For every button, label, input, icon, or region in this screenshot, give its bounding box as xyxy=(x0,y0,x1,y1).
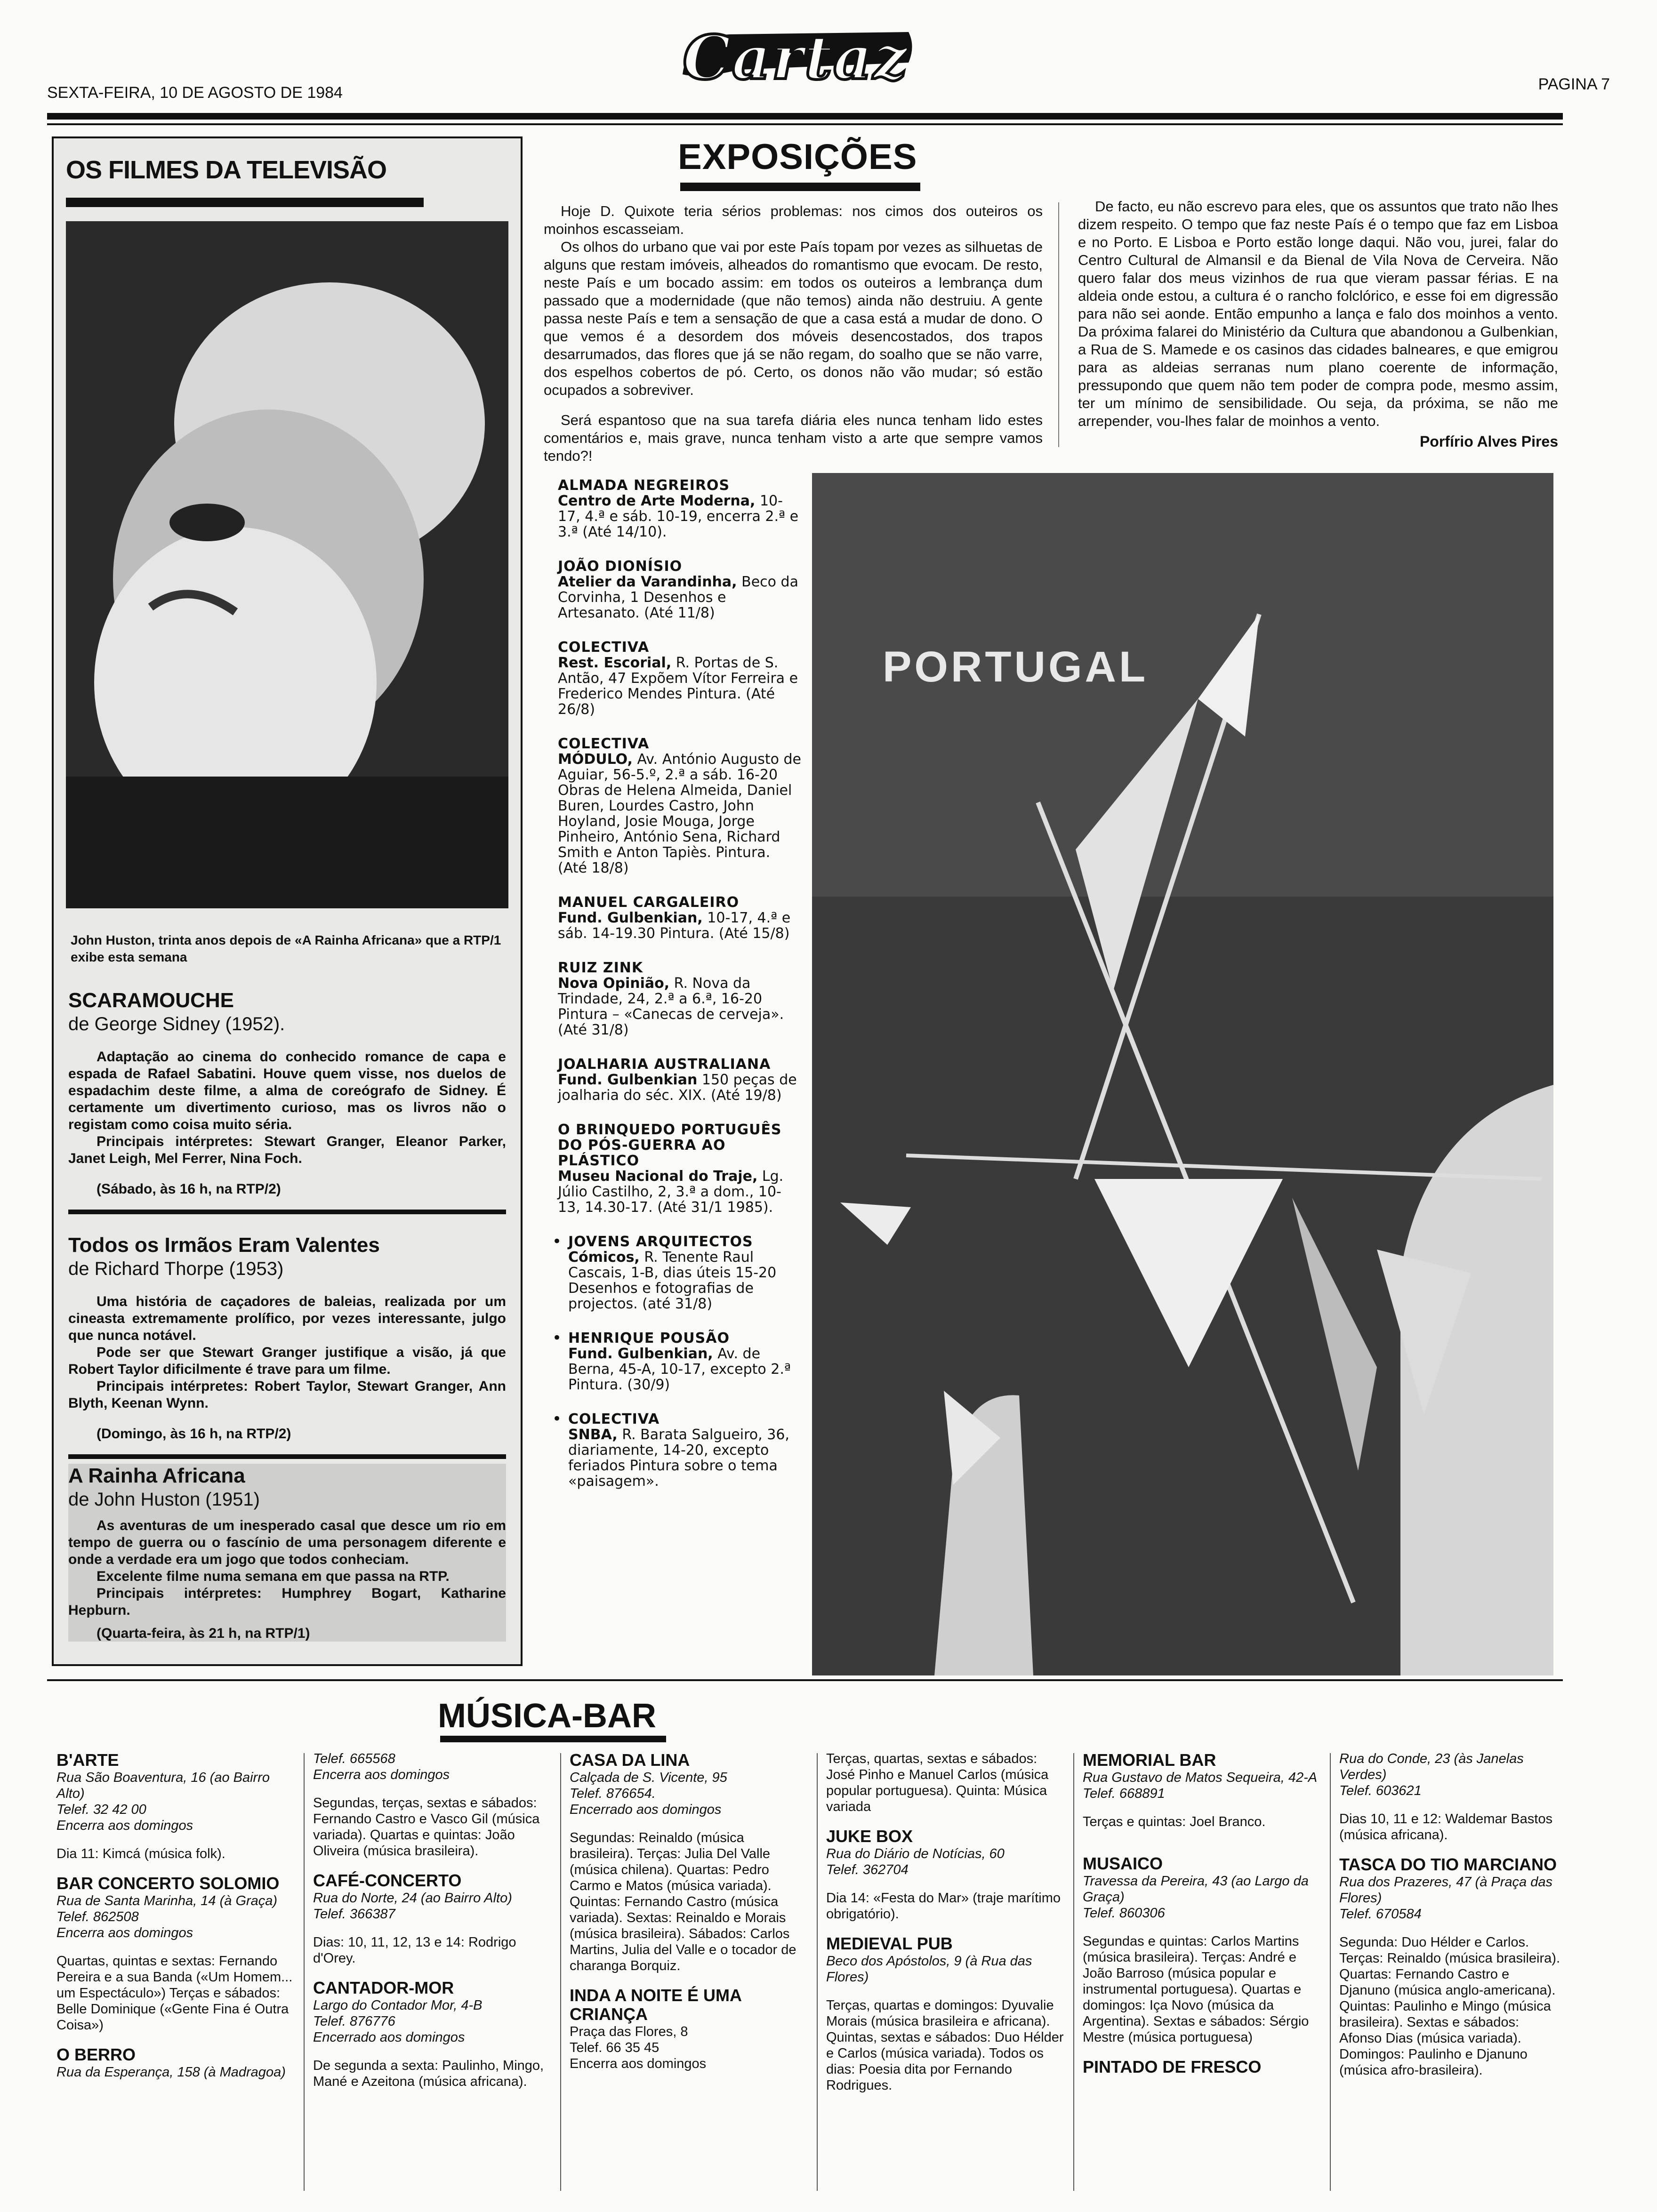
listing-artist: ALMADA NEGREIROS xyxy=(558,477,730,494)
listing-item xyxy=(558,736,803,876)
film-todos-os-irmaos xyxy=(68,1233,506,1459)
film-paragraph: Pode ser que Stewart Granger justifique a visão, já que Robert Taylor dificilmente é trave para um filme. xyxy=(68,1345,506,1377)
exhibition-listings xyxy=(558,478,803,1508)
listing-item xyxy=(558,895,803,941)
page-number: PAGINA 7 xyxy=(1538,75,1610,93)
venue-program: Terças, quartas e domingos: Dyuvalie Morais (música brasileira e africana). Quintas, sextas e sábados: Duo Hélder e Carlos (música variada). Todos os dias: Poesia dita por Fernando Rodrigues. xyxy=(826,1998,1064,2093)
listing-item xyxy=(558,478,803,540)
photo-caption: John Huston, trinta anos depois de «A Rainha Africana» que a RTP/1 exibe esta semana xyxy=(71,933,501,964)
listing-artist: • HENRIQUE POUSÃO xyxy=(568,1330,730,1346)
film-scaramouche xyxy=(68,988,506,1214)
column-divider xyxy=(817,1753,818,2191)
venue-note: Encerra aos domingos xyxy=(56,1818,193,1833)
listing-details: Av. de Berna, 45-A, 10-17, excepto 2.ª Pintura. (30/9) xyxy=(568,1346,791,1393)
film-paragraph: Principais intérpretes: Stewart Granger, Eleanor Parker, Janet Leigh, Mel Ferrer, Nina Foch. xyxy=(68,1134,506,1166)
venue-name: MEMORIAL BAR xyxy=(1083,1750,1216,1770)
venue-name: CANTADOR-MOR xyxy=(313,1978,454,1997)
musica-bar-column-4 xyxy=(826,1751,1066,2093)
venue-program: Terças e quintas: Joel Branco. xyxy=(1083,1814,1266,1829)
venue-address: Beco dos Apóstolos, 9 (à Rua das Flores) xyxy=(826,1954,1032,1985)
musica-bar-column-2 xyxy=(313,1751,553,2090)
venue-phone: Telef. 66 35 45 xyxy=(570,2040,660,2055)
film-divider xyxy=(68,1454,506,1459)
film-a-rainha-africana xyxy=(68,1464,506,1642)
venue-address: Rua de Santa Marinha, 14 (à Graça) xyxy=(56,1893,278,1908)
expo-section-title: EXPOSIÇÕES xyxy=(678,137,917,177)
listing-venue: Fund. Gulbenkian, xyxy=(568,1346,713,1362)
listing-artist: MANUEL CARGALEIRO xyxy=(558,894,740,911)
film-paragraph: Principais intérpretes: Robert Taylor, Stewart Granger, Ann Blyth, Keenan Wynn. xyxy=(68,1378,506,1411)
film-paragraph: Excelente filme numa semana em que passa na RTP. xyxy=(97,1569,450,1584)
venue-note: Encerra aos domingos xyxy=(570,2056,707,2071)
venue-note: Encerra aos domingos xyxy=(313,1767,450,1782)
venue-name: BAR CONCERTO SOLOMIO xyxy=(56,1874,280,1893)
listing-details: Av. António Augusto de Aguiar, 56-5.º, 2.ª a sáb. 16-20 Obras de Helena Almeida, Daniel Buren, Lourdes Castro, John Hoyland, Josie Mouga, Jorge Pinheiro, António Sena, Richard Smith e Anton Tapiès. Pintura. (Até 18/8) xyxy=(558,751,801,876)
venue-phone: Telef. 603621 xyxy=(1339,1783,1422,1798)
listing-artist: • COLECTIVA xyxy=(568,1411,660,1427)
venue-address: Largo do Contador Mor, 4-B xyxy=(313,1998,483,2013)
tv-title-underline xyxy=(66,198,424,207)
venue-name: INDA A NOITE É UMA CRIANÇA xyxy=(570,1986,741,2024)
venue-note: Encerrado aos domingos xyxy=(570,1802,722,1817)
venue-program: Dia 14: «Festa do Mar» (traje marítimo obrigatório). xyxy=(826,1891,1061,1922)
venue-note: Encerrado aos domingos xyxy=(313,2030,465,2045)
column-divider xyxy=(304,1753,305,2191)
essay-paragraph: Será espantoso que na sua tarefa diária eles nunca tenham lido estes comentários e, mais grave, nunca tenham visto a arte que sempre vamos tendo?! xyxy=(544,412,1043,464)
author-signature: Porfírio Alves Pires xyxy=(1419,433,1558,450)
listing-venue: SNBA, xyxy=(568,1427,618,1443)
musica-bar-column-5 xyxy=(1083,1751,1323,2076)
listing-details: Lg. Júlio Castilho, 2, 3.ª a dom., 10-13, 14.30-17. (Até 31/1 1985). xyxy=(558,1168,784,1216)
musica-bar-title: MÚSICA-BAR xyxy=(438,1697,656,1735)
listing-venue: Fund. Gulbenkian xyxy=(558,1072,698,1088)
venue-address: Rua do Norte, 24 (ao Bairro Alto) xyxy=(313,1891,512,1906)
venue-address: Rua do Conde, 23 (às Janelas Verdes) xyxy=(1339,1751,1524,1782)
top-rule xyxy=(47,113,1563,120)
essay-column-divider xyxy=(1058,202,1059,447)
listing-details: R. Nova da Trindade, 24, 2.ª a 6.ª, 16-20 Pintura – «Canecas de cerveja». (Até 31/8) xyxy=(558,975,784,1038)
venue-name: CASA DA LINA xyxy=(570,1750,690,1770)
listing-venue: MÓDULO, xyxy=(558,751,633,768)
essay-paragraph: Os olhos do urbano que vai por este País topam por vezes as silhuetas de alguns que restam imóveis, alheados do romantismo que evocam. De resto, neste País e um bocado assim: em todos os outeiros a lembrança dum passado que a modernidade (que não temos) ainda não destruiu. A gente passa neste País e tem a sensação de que a casa está a mudar de dono. O que vemos é a desordem dos móveis desencostados, dos trapos desarrumados, das flores que já se não regam, do soalho que se não varre, dos espelhos cobertos de pó. Certo, os donos não vão mudar; só estão ocupados a sobreviver. xyxy=(544,239,1043,398)
listing-details: 10-17, 4.ª e sáb. 10-19, encerra 2.ª e 3.ª (Até 14/10). xyxy=(558,493,799,540)
issue-date: SEXTA-FEIRA, 10 DE AGOSTO DE 1984 xyxy=(47,84,343,102)
film-schedule: (Domingo, às 16 h, na RTP/2) xyxy=(97,1426,291,1442)
listing-artist: JOÃO DIONÍSIO xyxy=(558,558,683,575)
logo-text: Cartaz xyxy=(683,23,909,93)
film-title: SCARAMOUCHE xyxy=(68,989,234,1012)
listing-item xyxy=(558,559,803,621)
venue-program: Segunda: Duo Hélder e Carlos. Terças: Reinaldo (música brasileira). Quartas: Fernando Castro e Djanuno (música anglo-americana). Quintas: Paulinho e Mingo (música brasileira). Sextas e sábados: Afonso Dias (música variada). Domingos: Paulinho e Djanuno (música afro-brasileira). xyxy=(1339,1935,1560,2078)
venue-name: B'ARTE xyxy=(56,1750,119,1770)
film-paragraph: As aventuras de um inesperado casal que desce um rio em tempo de guerra ou o fascínio de uma personagem diferente e onde a verdade era um jogo que todos conheciam. xyxy=(68,1518,506,1567)
listing-details: R. Portas de S. Antão, 47 Expõem Vítor Ferreira e Frederico Mendes Pintura. (Até 26/8) xyxy=(558,655,798,718)
film-director: de John Huston (1951) xyxy=(68,1489,260,1510)
listing-artist: O BRINQUEDO PORTUGUÊS DO PÓS-GUERRA AO PLÁSTICO xyxy=(558,1122,782,1169)
listing-venue: Museu Nacional do Traje, xyxy=(558,1168,758,1185)
film-schedule: (Quarta-feira, às 21 h, na RTP/1) xyxy=(97,1626,310,1641)
listing-details: R. Tenente Raul Cascais, 1-B, dias úteis 15-20 Desenhos e fotografias de projectos. (até 31/8) xyxy=(568,1249,777,1312)
listing-item xyxy=(558,1234,803,1312)
venue-name: TASCA DO TIO MARCIANO xyxy=(1339,1855,1557,1874)
film-description xyxy=(68,1049,506,1167)
venue-program: Segundas, terças, sextas e sábados: Fernando Castro e Vasco Gil (música variada). Quartas e quintas: João Oliveira (música brasileira). xyxy=(313,1795,540,1859)
essay-column-2 xyxy=(1078,198,1558,430)
venue-name: MUSAICO xyxy=(1083,1854,1163,1873)
venue-address: Rua Gustavo de Matos Sequeira, 42-A xyxy=(1083,1770,1318,1785)
venue-name: JUKE BOX xyxy=(826,1827,913,1846)
venue-program: Terças, quartas, sextas e sábados: José Pinho e Manuel Carlos (música popular portuguesa). Quinta: Música variada xyxy=(826,1751,1049,1814)
venue-address: Praça das Flores, 8 xyxy=(570,2024,688,2039)
film-description xyxy=(68,1517,506,1619)
listing-artist: • JOVENS ARQUITECTOS xyxy=(568,1234,753,1250)
listing-item xyxy=(558,1411,803,1489)
listing-details: R. Barata Salgueiro, 36, diariamente, 14-20, excepto feriados Pintura sobre o tema «paisagem». xyxy=(568,1427,789,1490)
column-divider xyxy=(560,1753,561,2191)
listing-details: Beco da Corvinha, 1 Desenhos e Artesanato. (Até 11/8) xyxy=(558,574,798,621)
listing-details: 150 peças de joalharia do séc. XIX. (Até 19/8) xyxy=(558,1072,797,1104)
venue-program: Dias: 10, 11, 12, 13 e 14: Rodrigo d'Orey. xyxy=(313,1935,516,1966)
musica-bar-column-6 xyxy=(1339,1751,1560,2078)
expo-title-underline xyxy=(680,183,920,191)
musica-bar-column-1 xyxy=(56,1751,297,2080)
venue-program: De segunda a sexta: Paulinho, Mingo, Mané e Azeitona (música africana). xyxy=(313,2058,544,2089)
film-director: de George Sidney (1952). xyxy=(68,1014,285,1034)
film-paragraph: Adaptação ao cinema do conhecido romance de capa e espada de Rafael Sabatini. Houve quem visse, nos duelos de espadachim deste filme, a alma de coreógrafo de Sidney. É certamente um divertimento curioso, mas os livros não o registam como coisa muito séria. xyxy=(68,1049,506,1132)
listing-item xyxy=(558,1330,803,1393)
venue-name: CAFÉ-CONCERTO xyxy=(313,1871,462,1890)
listing-artist: RUIZ ZINK xyxy=(558,960,643,976)
cartaz-logo xyxy=(673,18,918,98)
listing-item xyxy=(558,1057,803,1103)
windmill-poster xyxy=(812,473,1553,1675)
venue-phone: Telef. 876654. xyxy=(570,1786,656,1801)
venue-name: O BERRO xyxy=(56,2045,136,2064)
listing-item xyxy=(558,960,803,1038)
venue-phone: Telef. 860306 xyxy=(1083,1906,1165,1921)
film-paragraph: Principais intérpretes: Humphrey Bogart, Katharine Hepburn. xyxy=(68,1586,506,1618)
venue-phone: Telef. 876776 xyxy=(313,2014,395,2029)
venue-name: PINTADO DE FRESCO xyxy=(1083,2057,1262,2076)
venue-program: Dia 11: Kimcá (música folk). xyxy=(56,1846,225,1861)
film-director: de Richard Thorpe (1953) xyxy=(68,1258,284,1279)
film-title: Todos os Irmãos Eram Valentes xyxy=(68,1234,380,1257)
section-rule xyxy=(47,1679,1563,1681)
listing-details: 10-17, 4.ª e sáb. 14-19.30 Pintura. (Até 15/8) xyxy=(558,910,791,942)
listing-venue: Fund. Gulbenkian, xyxy=(558,910,703,926)
venue-note: Encerra aos domingos xyxy=(56,1925,193,1940)
venue-program: Segundas: Reinaldo (música brasileira). Terças: Julia Del Valle (música chilena). Quartas: Pedro Carmo e Matos (música variada). Quintas: Fernando Castro (música variada). Sextas: Reinaldo e Morais (música brasileira). Sábados: Carlos Martins, Julia del Valle e o tocador de charanga Borquiz. xyxy=(570,1830,796,1973)
venue-address: Rua São Boaventura, 16 (ao Bairro Alto) xyxy=(56,1770,270,1801)
portrait-drawing xyxy=(66,221,508,908)
venue-phone: Telef. 32 42 00 xyxy=(56,1802,146,1817)
listing-venue: Cómicos, xyxy=(568,1249,640,1266)
film-paragraph: Uma história de caçadores de baleias, realizada por um cineasta extremamente prolífico, por vezes interessante, julgo que nunca notável. xyxy=(68,1294,506,1343)
venue-address: Travessa da Pereira, 43 (ao Largo da Graça) xyxy=(1083,1874,1309,1905)
column-divider xyxy=(1073,1753,1074,2191)
essay-column-1 xyxy=(544,202,1043,465)
film-divider xyxy=(68,1210,506,1214)
column-divider xyxy=(1330,1753,1331,2191)
venue-address: Rua do Diário de Notícias, 60 xyxy=(826,1846,1005,1861)
poster-word: PORTUGAL xyxy=(883,643,1149,691)
venue-address: Calçada de S. Vicente, 95 xyxy=(570,1770,727,1785)
venue-address: Rua dos Prazeres, 47 (à Praça das Flores) xyxy=(1339,1875,1552,1906)
venue-program: Dias 10, 11 e 12: Waldemar Bastos (música africana). xyxy=(1339,1811,1552,1843)
listing-item xyxy=(558,1122,803,1215)
top-rule-thin xyxy=(47,123,1563,125)
venue-program: Quartas, quintas e sextas: Fernando Pereira e a sua Banda («Um Homem... um Espectáculo») Terças e sábados: Belle Dominique («Gente Fina é Outra Coisa») xyxy=(56,1954,293,2033)
musica-bar-column-3 xyxy=(570,1751,810,2072)
listing-artist: JOALHARIA AUSTRALIANA xyxy=(558,1056,771,1073)
essay-paragraph: Hoje D. Quixote teria sérios problemas: nos cimos dos outeiros os moinhos escasseiam. xyxy=(544,203,1043,237)
listing-venue: Nova Opinião, xyxy=(558,975,670,992)
venue-program: Segundas e quintas: Carlos Martins (música brasileira). Terças: André e João Barroso (música popular e instrumental portuguesa). Quartas e domingos: Iça Novo (música da Argentina). Sextas e sábados: Sérgio Mestre (música portuguesa) xyxy=(1083,1934,1309,2045)
venue-phone: Telef. 362704 xyxy=(826,1862,909,1877)
film-description xyxy=(68,1293,506,1412)
listing-artist: COLECTIVA xyxy=(558,639,650,656)
venue-phone: Telef. 665568 xyxy=(313,1751,395,1766)
film-schedule: (Sábado, às 16 h, na RTP/2) xyxy=(97,1181,281,1197)
listing-item xyxy=(558,640,803,717)
musica-bar-underline xyxy=(440,1736,666,1742)
listing-artist: COLECTIVA xyxy=(558,736,650,752)
listing-venue: Rest. Escorial, xyxy=(558,655,672,671)
venue-phone: Telef. 862508 xyxy=(56,1909,139,1924)
venue-phone: Telef. 668891 xyxy=(1083,1786,1165,1801)
listing-venue: Centro de Arte Moderna, xyxy=(558,493,756,509)
tv-section-title: OS FILMES DA TELEVISÃO xyxy=(66,156,387,184)
essay-paragraph: De facto, eu não escrevo para eles, que os assuntos que trato não lhes dizem respeito. O tempo que faz neste País é o tempo que faz em Lisboa e no Porto. E Lisboa e Porto estão longe daqui. Não vou, jurei, falar do Centro Cultural de Almansil e da Bienal de Vila Nova de Cerveira. Não quero falar dos meus vizinhos de rua que vieram passar férias. E na aldeia onde estou, a cultura é o rancho folclórico, e esse foi em digressão para não sei aonde. Então empunho a lança e falo dos moinhos a vento. Da próxima falarei do Ministério da Cultura que abandonou a Gulbenkian, a Rua de S. Mamede e os casinos das cidades balneares, e que emigrou para as aldeias serranas num plano coerente de informação, pressupondo que quem não tem poder de compra pode, mesmo assim, ter um mínimo de sensibilidade. Ou seja, da próxima, se não me arrepender, vou-lhes falar de moinhos a vento. xyxy=(1078,198,1558,429)
venue-name: MEDIEVAL PUB xyxy=(826,1934,953,1953)
venue-phone: Telef. 366387 xyxy=(313,1907,395,1922)
venue-address: Rua da Esperança, 158 (à Madragoa) xyxy=(56,2065,286,2080)
venue-phone: Telef. 670584 xyxy=(1339,1907,1422,1922)
film-title: A Rainha Africana xyxy=(68,1464,245,1487)
listing-venue: Atelier da Varandinha, xyxy=(558,574,737,590)
john-huston-photo xyxy=(66,221,508,908)
